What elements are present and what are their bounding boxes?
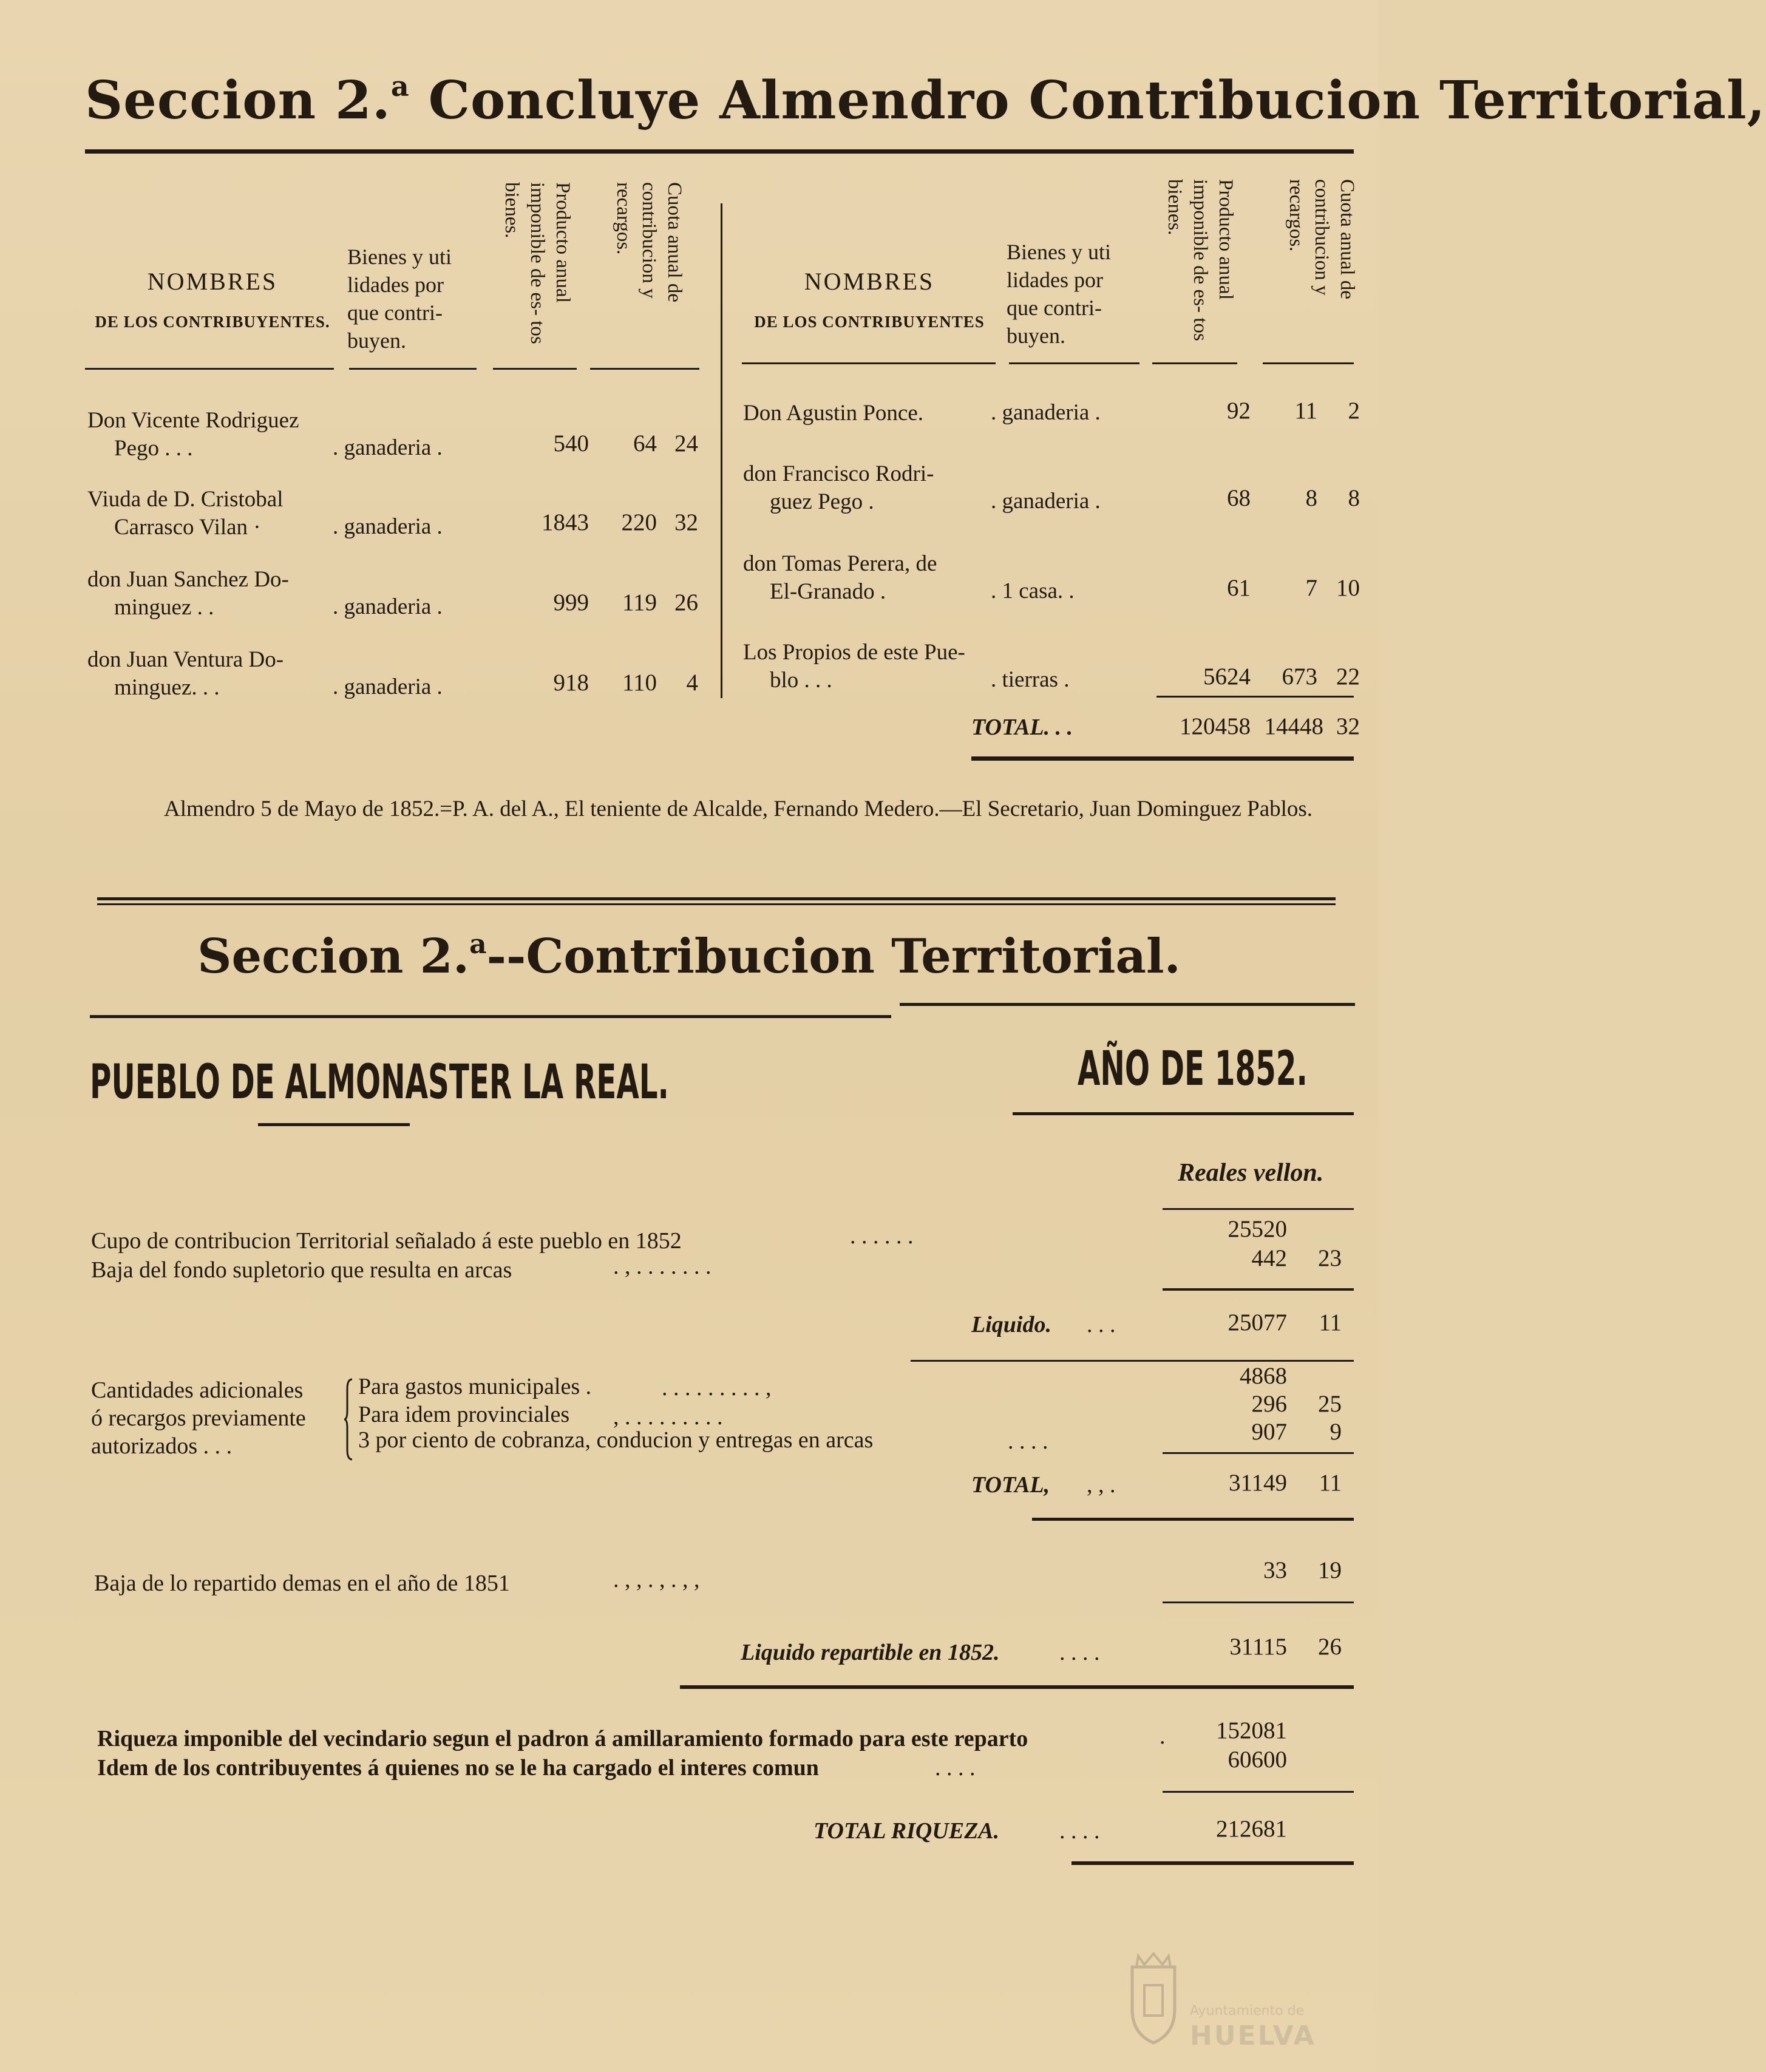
contribuyentes-heading: DE LOS CONTRIBUYENTES.	[95, 313, 330, 331]
pueblo-heading: PUEBLO DE ALMONASTER LA REAL.	[90, 1055, 669, 1110]
section-divider-top	[97, 897, 1336, 900]
total-producto: 120458	[1180, 713, 1251, 739]
row-name-line1: Don Agustin Ponce.	[743, 401, 924, 426]
right-header-cuota: Cuota anual de contribucion y recargos.	[1285, 179, 1358, 299]
names-heading-right: NOMBRES	[804, 268, 935, 295]
contribuyentes-heading-right: DE LOS CONTRIBUYENTES	[754, 313, 985, 331]
archive-stamp	[1123, 1949, 1330, 2052]
adicionales-rule	[1163, 1452, 1354, 1454]
row-name-line2: minguez. . .	[114, 675, 220, 700]
title-prefix: Seccion 2.	[85, 70, 391, 131]
left-header-bienes: Bienes y uti lidades por que contri- buyen.	[347, 245, 452, 353]
pre-total-rule	[1156, 696, 1354, 698]
left-bienes-rule	[349, 368, 477, 370]
row-cuota-cents: 32	[674, 509, 698, 535]
row-name-line1: don Juan Ventura Do-	[87, 647, 284, 672]
row-name-line1: don Juan Sanchez Do-	[87, 567, 289, 592]
right-header-bienes: Bienes y uti lidades por que contri- buyen.	[1007, 240, 1111, 348]
row-producto: 918	[553, 670, 589, 696]
row-bienes: . 1 casa. .	[991, 579, 1075, 603]
row-producto: 540	[553, 430, 589, 457]
section-divider-bottom	[97, 903, 1336, 905]
row-name-line2: Carrasco Vilan ·	[114, 515, 261, 540]
row-cuota: 119	[622, 589, 657, 616]
row-name-line1: don Francisco Rodri-	[743, 461, 934, 486]
row-producto: 68	[1227, 485, 1251, 511]
row-bienes: . ganaderia .	[333, 514, 443, 539]
coat-of-arms-icon	[1123, 1949, 1184, 2046]
left-names-rule	[85, 368, 334, 370]
row-cuota: 7	[1305, 575, 1317, 601]
total-riqueza-rule	[1071, 1861, 1354, 1865]
stamp-text-2: HUELVA	[1190, 2020, 1316, 2051]
row-producto: 999	[553, 589, 589, 616]
center-divider	[721, 203, 722, 698]
total-cuota-cents: 32	[1336, 713, 1360, 739]
signature-paragraph: Almendro 5 de Mayo de 1852.=P. A. del A., El teniente de Alcalde, Fernando Medero.—El Secretario, Juan Dominguez Pablos.	[164, 797, 1313, 821]
title-rest: Concluye Almendro Contribucion Territorial,	[428, 70, 1766, 131]
repartible-rule	[680, 1685, 1354, 1689]
left-producto-rule	[493, 368, 577, 370]
currency-rule	[1163, 1208, 1354, 1210]
section2-title: Seccion 2.$^a$--Contribucion Territorial.	[197, 929, 1181, 984]
row-name-line1: Los Propios de este Pue-	[743, 640, 965, 665]
row-producto: 1843	[542, 509, 589, 535]
title-sup: a	[390, 70, 410, 103]
row-cuota-cents: 22	[1336, 664, 1360, 690]
row-producto: 5624	[1203, 664, 1251, 690]
row-cuota: 110	[622, 670, 657, 696]
row-cuota-cents: 2	[1348, 398, 1360, 424]
left-cuota-rule	[590, 368, 699, 370]
row-cuota-cents: 26	[674, 589, 698, 616]
row-producto: 92	[1227, 398, 1251, 424]
row-cuota-cents: 10	[1336, 575, 1360, 601]
row-cuota-cents: 4	[686, 670, 698, 696]
stamp-text-1: Ayuntamiento de	[1190, 2003, 1305, 2019]
left-header-names	[85, 267, 340, 331]
row-cuota: 8	[1305, 485, 1317, 511]
row-name-line2: El-Granado .	[770, 579, 886, 604]
row-name-line1: Don Vicente Rodriguez	[87, 408, 299, 433]
row-name-line2: guez Pego .	[770, 489, 874, 514]
liquido-rule	[911, 1360, 1354, 1362]
right-producto-rule	[1152, 362, 1237, 364]
total-rule	[971, 756, 1354, 761]
total-label: TOTAL. . .	[971, 715, 1073, 740]
right-header-producto: Producto anual imponible de es- tos bienes.	[1164, 179, 1237, 341]
right-cuota-rule	[1263, 362, 1354, 364]
row-producto: 61	[1227, 575, 1251, 601]
adicionales-brace	[344, 1377, 356, 1462]
left-header-cuota: Cuota anual de contribucion y recargos.	[613, 182, 685, 302]
year-heading: AÑO DE 1852.	[1078, 1042, 1308, 1096]
row-cuota: 64	[633, 430, 657, 457]
right-names-rule	[742, 362, 996, 364]
section2-rule-left	[90, 1015, 891, 1018]
section2-rule-right	[900, 1003, 1355, 1006]
row-bienes: . ganaderia .	[333, 435, 443, 460]
pueblo-underline	[258, 1123, 410, 1126]
row-cuota: 220	[621, 509, 657, 535]
baja-repartido-rule	[1163, 1602, 1354, 1603]
row-name-line2: blo . . .	[770, 668, 832, 693]
riqueza-rule	[1163, 1791, 1354, 1793]
right-bienes-rule	[1009, 362, 1139, 364]
year-underline	[1013, 1112, 1354, 1115]
row-cuota: 11	[1294, 398, 1317, 424]
row-name-line2: Pego . . .	[114, 436, 193, 461]
left-header-producto: Producto anual imponible de es- tos bienes.	[501, 182, 574, 344]
row-name-line1: don Tomas Perera, de	[743, 551, 937, 576]
row-bienes: . ganaderia .	[991, 400, 1101, 425]
names-heading: NOMBRES	[147, 268, 278, 295]
row-cuota: 673	[1282, 664, 1317, 690]
total-section-rule	[1032, 1518, 1354, 1521]
row-name-line1: Viuda de D. Cristobal	[87, 487, 284, 512]
currency-label: Reales vellon.	[1178, 1159, 1324, 1187]
title-rule	[85, 149, 1354, 154]
right-header-names	[742, 267, 997, 331]
row-cuota-cents: 24	[674, 430, 698, 457]
row-name-line2: minguez . .	[114, 595, 214, 620]
row-bienes: . ganaderia .	[991, 489, 1101, 514]
row-bienes: . ganaderia .	[333, 674, 443, 699]
document-page: Seccion 2.$^a$ Concluye Almendro Contribucion Territorial, NOMBRES DE LOS CONTRIBUYENTES. Bienes y uti lidades por que contri- buyen. Producto anual imponible de es- tos bienes. Cuota anual de contribucion y recargos. NOMBRES DE LOS CONTRIBUYENTES Bienes y uti lidades por que contri- buyen. Producto anual imponible de es- tos bienes. Cuota anual de contribucion y recargos. Don Vicente Rodriguez Pego . . . . ganaderia . 540 64 24 Viuda de D. Cristobal Carrasco Vilan · . ganaderia . 1843 220 32 don Juan Sanchez Do- minguez . . . ganaderia . 999 119 26 don Juan Ventura Do- minguez. . . . ganaderia . 918 110 4 Don Agustin Ponce. . ganaderia . 92 11 2 don Francisco Rodri- guez Pego . . ganaderia . 68 8 8 don Tomas Perera, de El-Granado . . 1 casa. . 61 7 10 Los Propios de este Pue- blo . . . . tierras . 5624 673 22 TOTAL. . . 120458 14448 32 Almendro 5 de Mayo de 1852.=P. A. del A., El teniente de Alcalde, Fernando Medero.—El Secretario, Juan Dominguez Pablos. Seccion 2.$^a$--Contribucion Territorial. PUEBLO DE ALMONASTER LA REAL. AÑO DE 1852. Reales vellon. Cupo de contribucion Territorial señalado á este pueblo en 1852 . . . . . . 25520 Baja del fondo supletorio que resulta en arcas . , . . . . . . . 442 23 Liquido. . . . 25077 11 Cantidades adicionales ó recargos previamente autorizados . . . Para gastos municipales . . . . . . . . . . , 4868 Para idem provinciales , . . . . . . . . . 296 25 3 por ciento de cobranza, conducion y entregas en arcas . . . . 907 9 TOTAL, , , . 31149 11 Baja de lo repartido demas en el año de 1851 . , , . , . , , 33 19 Liquido repartible en 1852. . . . . 31115 26 Riqueza imponible del vecindario segun el padron á amillaramiento formado para este reparto . 152081 Idem de los contribuyentes á quienes no se le ha cargado el interes comun . . . . 60600 TOTAL RIQUEZA. . . . . 212681 Ayuntamiento de HUELVA	[0, 0, 1378, 2072]
row-bienes: . ganaderia .	[333, 594, 443, 619]
row-cuota-cents: 8	[1348, 485, 1360, 511]
total-cuota: 14448	[1264, 713, 1323, 739]
row-bienes: . tierras .	[991, 667, 1070, 692]
baja-rule	[1163, 1288, 1354, 1291]
page-title	[85, 70, 1766, 143]
